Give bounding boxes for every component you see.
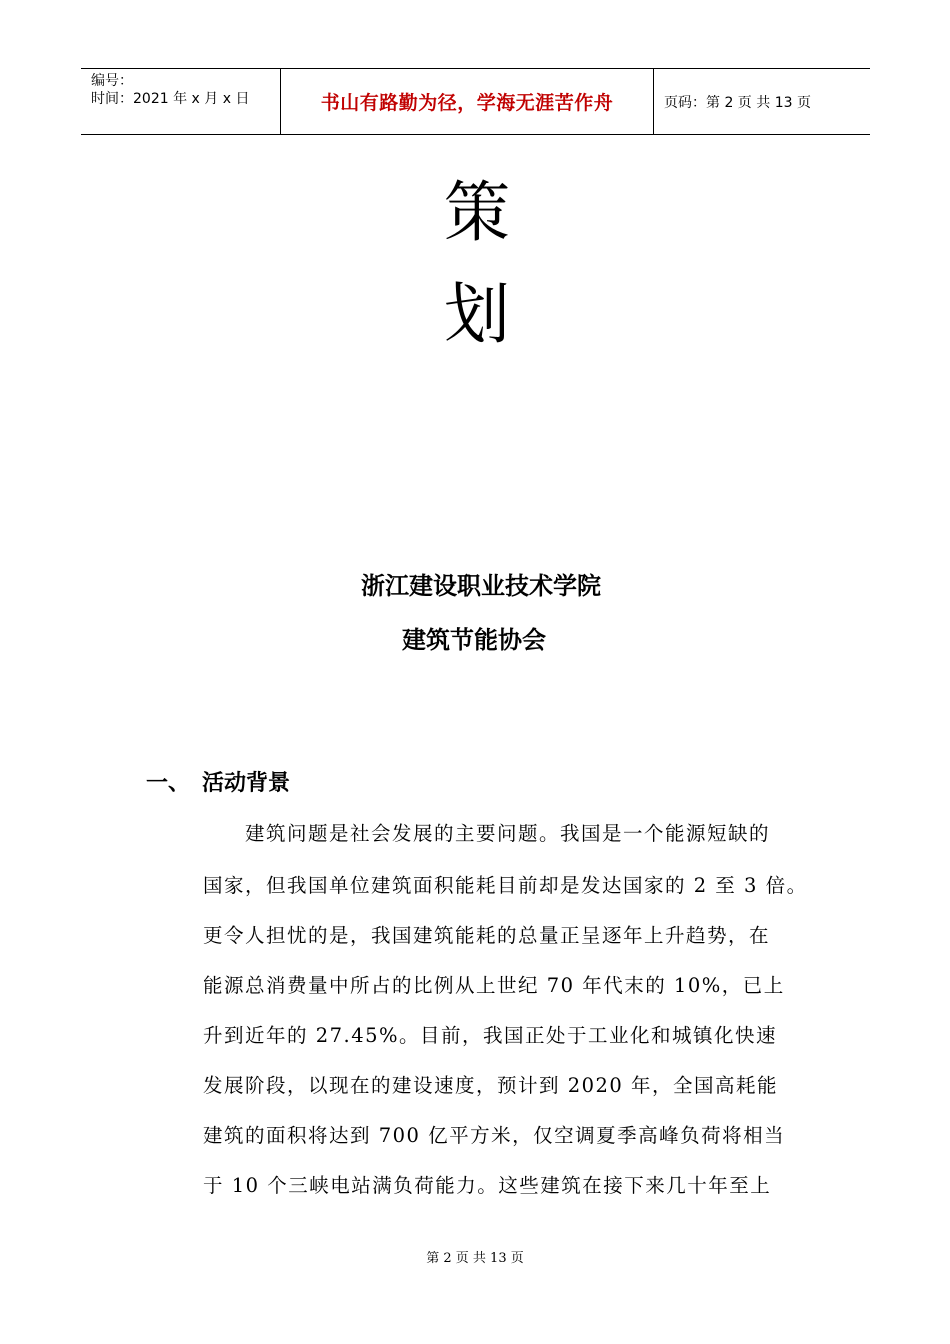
paragraph-line: 建筑的面积将达到 700 亿平方米，仅空调夏季高峰负荷将相当 bbox=[203, 1124, 786, 1147]
page-header bbox=[81, 68, 870, 135]
header-page-info: 页码：第 2 页 共 13 页 bbox=[664, 94, 811, 111]
page-footer: 第 2 页 共 13 页 bbox=[426, 1251, 524, 1266]
section-heading-background bbox=[146, 766, 290, 797]
paragraph-line: 更令人担忧的是，我国建筑能耗的总量正呈逐年上升趋势，在 bbox=[203, 924, 771, 947]
header-motto-cell bbox=[281, 69, 654, 134]
paragraph-line: 于 10 个三峡电站满负荷能力。这些建筑在接下来几十年至上 bbox=[203, 1174, 772, 1197]
header-left-cell bbox=[81, 69, 281, 134]
document-time-label: 时间：2021 年 x 月 x 日 bbox=[91, 91, 250, 107]
section-number: 一、 bbox=[146, 770, 191, 796]
header-page-cell bbox=[654, 69, 870, 134]
title-char-2: 划 bbox=[444, 276, 510, 353]
paragraph-line: 发展阶段，以现在的建设速度，预计到 2020 年，全国高耗能 bbox=[203, 1074, 779, 1097]
organization-school: 浙江建设职业技术学院 bbox=[361, 571, 601, 600]
paragraph-line: 国家，但我国单位建筑面积能耗目前却是发达国家的 2 至 3 倍。 bbox=[203, 874, 808, 897]
document-code-label: 编号： bbox=[91, 73, 133, 89]
title-char-1: 策 bbox=[444, 174, 510, 251]
paragraph-line: 建筑问题是社会发展的主要问题。我国是一个能源短缺的 bbox=[245, 822, 771, 845]
header-motto: 书山有路勤为径，学海无涯苦作舟 bbox=[320, 92, 614, 114]
organization-association: 建筑节能协会 bbox=[402, 625, 546, 654]
paragraph-line: 能源总消费量中所占的比例从上世纪 70 年代末的 10%，已上 bbox=[203, 974, 785, 997]
paragraph-line: 升到近年的 27.45%。目前，我国正处于工业化和城镇化快速 bbox=[203, 1024, 778, 1047]
section-title: 活动背景 bbox=[202, 770, 291, 796]
